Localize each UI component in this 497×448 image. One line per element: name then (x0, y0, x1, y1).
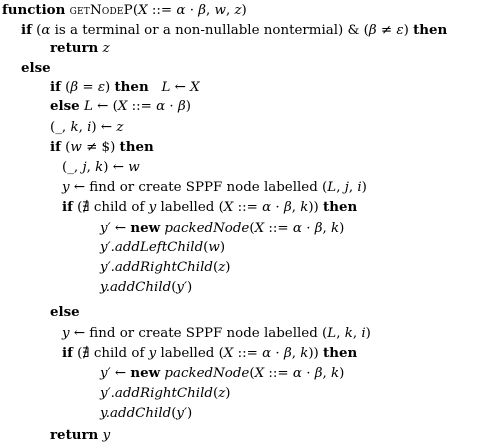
text-segment: ) (185, 99, 191, 114)
text-segment: ) (365, 326, 371, 341)
math-symbol: k (95, 160, 104, 175)
text-segment: ) (187, 406, 193, 421)
text-segment: · (165, 99, 178, 114)
text-segment: ( (171, 280, 177, 295)
math-symbol: ε (97, 80, 106, 95)
text-segment: )) (308, 346, 324, 361)
math-symbol: β (283, 200, 292, 215)
keyword: then (119, 139, 154, 155)
keyword: else (50, 98, 80, 114)
math-symbol: y′ (176, 280, 188, 295)
math-symbol: y′.addRightChild (100, 386, 213, 401)
math-symbol: X (190, 80, 200, 95)
math-symbol: y (148, 200, 157, 215)
math-symbol: β (177, 99, 186, 114)
algorithm-line (100, 277, 192, 298)
keyword: then (114, 79, 149, 95)
algorithm-line (50, 117, 123, 138)
math-symbol: α (292, 221, 302, 236)
math-symbol: β (198, 3, 206, 18)
math-symbol: z (102, 41, 110, 56)
math-symbol: y.addChild (100, 280, 172, 295)
text-segment: ::= (233, 200, 263, 215)
math-symbol: y′.addLeftChild (100, 240, 204, 255)
text-segment: ) (219, 240, 226, 255)
math-symbol: y.addChild (100, 406, 172, 421)
algorithm-line (100, 237, 225, 258)
text-segment: , (348, 180, 358, 195)
text-segment: , (336, 180, 345, 195)
math-symbol: i (361, 326, 366, 341)
text-segment: ( (171, 406, 177, 421)
math-symbol: i (357, 180, 362, 195)
math-symbol: α (292, 366, 302, 381)
text-segment: ::= (127, 99, 157, 114)
text-segment: ) (187, 280, 193, 295)
math-symbol: z (234, 3, 242, 18)
text-segment: ) (361, 180, 367, 195)
algorithm-line (50, 302, 80, 323)
algorithm-line (100, 383, 230, 404)
text-segment: ( (60, 140, 71, 155)
text-segment: ) (105, 80, 115, 95)
text-segment: (∄ child of (72, 200, 149, 215)
text-segment: ::= (264, 366, 293, 381)
math-symbol: β (314, 366, 323, 381)
math-symbol: α (262, 346, 272, 361)
math-symbol: L (83, 99, 93, 114)
algorithm-line (100, 257, 230, 278)
math-symbol: X (254, 366, 265, 381)
text-segment: ← (170, 80, 191, 95)
math-symbol: w (70, 140, 82, 155)
keyword: if (21, 22, 32, 38)
text-segment: , (225, 3, 235, 18)
math-symbol: ε (396, 23, 404, 38)
math-symbol: k (331, 366, 340, 381)
keyword: if (62, 199, 73, 215)
math-symbol: k (70, 120, 79, 135)
algorithm-line (50, 77, 200, 98)
keyword: new (130, 220, 161, 236)
text-segment: · (271, 346, 284, 361)
math-symbol: β (70, 80, 79, 95)
keyword: return (50, 427, 99, 443)
text-segment: = (78, 80, 98, 95)
math-symbol: β (283, 346, 292, 361)
math-symbol: z (218, 260, 226, 275)
keyword: else (21, 60, 51, 76)
algorithm-line (100, 218, 344, 239)
math-symbol: α (156, 99, 166, 114)
keyword: function (2, 2, 66, 18)
text-segment: ( (212, 260, 219, 275)
math-symbol: y (102, 428, 111, 443)
text-segment: ← find or create SPPF node labelled ( (69, 326, 328, 341)
text-segment: )) (308, 200, 324, 215)
keyword: else (50, 304, 80, 320)
math-symbol: L (161, 80, 171, 95)
math-symbol: X (254, 221, 265, 236)
text-segment: · (301, 366, 315, 381)
math-symbol: y (148, 346, 157, 361)
text-segment: , (336, 326, 345, 341)
text-segment: (_, (62, 160, 83, 175)
keyword: then (413, 22, 448, 38)
math-symbol: k (331, 221, 340, 236)
math-symbol: L (327, 180, 337, 195)
algorithm-line (50, 96, 191, 117)
text-segment: ( (60, 80, 71, 95)
algorithm-line (62, 157, 140, 178)
text-segment: ( (212, 386, 219, 401)
function-name: getNodeP (69, 3, 133, 18)
text-segment: ( (132, 3, 139, 18)
math-symbol: w (208, 240, 220, 255)
math-symbol: β (368, 23, 377, 38)
text-segment: ≠ (376, 23, 397, 38)
math-symbol: z (218, 386, 226, 401)
text-segment: ) ← (91, 120, 117, 135)
text-segment: ::= (147, 3, 177, 18)
math-symbol: y′.addRightChild (100, 260, 213, 275)
algorithm-line (21, 58, 51, 79)
algorithm-line (62, 343, 357, 364)
algorithm-line (50, 425, 110, 446)
text-segment: ) ← (103, 160, 129, 175)
text-segment: , (352, 326, 362, 341)
text-segment: ≠ $) (81, 140, 120, 155)
text-segment: , (322, 366, 331, 381)
text-segment: , (205, 3, 215, 18)
text-segment: , (322, 221, 331, 236)
keyword: if (62, 345, 73, 361)
text-segment: ) (339, 221, 345, 236)
algorithm-line (62, 323, 371, 344)
math-symbol: L (327, 326, 337, 341)
math-symbol: i (87, 120, 92, 135)
math-symbol: y′ (176, 406, 188, 421)
text-segment: ) (403, 23, 414, 38)
keyword: new (130, 365, 161, 381)
text-segment: ( (249, 221, 255, 236)
text-segment: · (271, 200, 284, 215)
text-segment: ) (241, 3, 247, 18)
text-segment: labelled ( (156, 346, 224, 361)
text-segment: ← (110, 221, 131, 236)
math-symbol: X (223, 200, 234, 215)
math-symbol: packedNode (164, 366, 250, 381)
algorithm-line (2, 0, 247, 21)
math-symbol: α (176, 3, 186, 18)
math-symbol: z (116, 120, 124, 135)
algorithm-line (62, 197, 357, 218)
keyword: if (50, 139, 61, 155)
math-symbol: k (300, 200, 309, 215)
math-symbol: packedNode (164, 221, 250, 236)
text-segment: · (301, 221, 315, 236)
math-symbol: w (128, 160, 140, 175)
text-segment: · (185, 3, 199, 18)
algorithm-line (50, 38, 110, 59)
math-symbol: k (344, 326, 353, 341)
math-symbol: X (223, 346, 234, 361)
math-symbol: β (314, 221, 323, 236)
algorithm-line (100, 403, 192, 424)
text-segment: , (291, 346, 301, 361)
math-symbol: α (41, 23, 51, 38)
math-symbol: y′ (100, 366, 111, 381)
algorithm-line (62, 177, 367, 198)
math-symbol: k (300, 346, 309, 361)
text-segment: , (86, 160, 96, 175)
text-segment: ::= (264, 221, 293, 236)
text-segment: ← find or create SPPF node labelled ( (69, 180, 328, 195)
text-segment: ← ( (92, 99, 118, 114)
text-segment: ( (249, 366, 255, 381)
keyword: if (50, 79, 61, 95)
text-segment: ::= (233, 346, 263, 361)
text-segment (149, 80, 162, 95)
keyword: return (50, 40, 99, 56)
algorithm-line (50, 137, 154, 158)
math-symbol: X (138, 3, 148, 18)
text-segment: ( (31, 23, 42, 38)
text-segment: ( (203, 240, 209, 255)
text-segment: is a terminal or a non-nullable nontermial) & ( (50, 23, 369, 38)
math-symbol: y′ (100, 221, 111, 236)
keyword: then (323, 345, 358, 361)
text-segment: ) (339, 366, 345, 381)
algorithm-line (100, 363, 344, 384)
text-segment: labelled ( (156, 200, 224, 215)
text-segment: ) (225, 260, 231, 275)
keyword: then (323, 199, 358, 215)
math-symbol: j (82, 160, 87, 175)
text-segment: (∄ child of (72, 346, 149, 361)
math-symbol: j (344, 180, 349, 195)
text-segment: ) (225, 386, 231, 401)
text-segment: , (78, 120, 88, 135)
text-segment: ← (110, 366, 131, 381)
math-symbol: w (214, 3, 226, 18)
math-symbol: X (117, 99, 128, 114)
math-symbol: y (62, 326, 70, 341)
math-symbol: y (62, 180, 70, 195)
text-segment: (_, (50, 120, 71, 135)
text-segment: , (291, 200, 301, 215)
math-symbol: α (262, 200, 272, 215)
